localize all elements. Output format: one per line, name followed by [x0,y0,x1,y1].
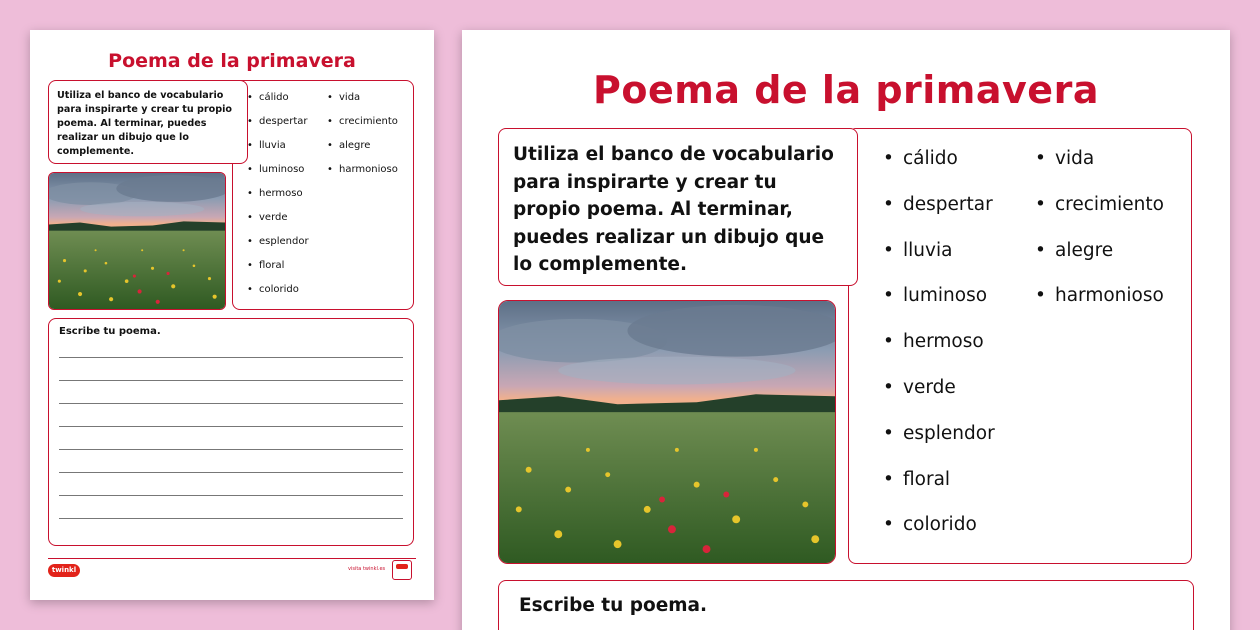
vocabulary-item: • harmonioso [1031,283,1164,329]
vocabulary-item: • harmonioso [325,162,398,186]
vocabulary-item: • cálido [879,146,995,192]
vocabulary-item: • crecimiento [1031,192,1164,238]
instructions-box [498,128,858,286]
meadow-photo [498,300,836,564]
vocabulary-item: • esplendor [879,421,995,467]
worksheet-thumbnail [30,30,434,600]
vocabulary-item: • floral [879,467,995,513]
vocabulary-item: • despertar [879,192,995,238]
instructions-text: Utiliza el banco de vocabulario para inspirarte y crear tu propio poema. Al terminar, puedes realizar un dibujo que lo complemente. [513,144,834,275]
vocabulary-item: • verde [245,210,309,234]
vocabulary-box [848,128,1192,564]
writing-line [59,380,403,381]
writing-line [59,426,403,427]
writing-line [59,472,403,473]
page-title: Poema de la primavera [593,68,1099,112]
meadow-image [49,173,225,309]
poem-writing-box[interactable] [48,318,414,546]
vocabulary-item: • verde [879,375,995,421]
badge-icon [392,560,412,580]
footer-divider [48,558,416,559]
footer-site-text: visita twinkl.es [348,566,386,572]
vocabulary-item: • crecimiento [325,114,398,138]
vocabulary-item: • vida [1031,146,1164,192]
writing-line [59,357,403,358]
meadow-image [499,301,835,563]
vocabulary-column-2 [1031,146,1164,329]
vocabulary-item: • lluvia [245,138,309,162]
page-title: Poema de la primavera [108,50,356,72]
vocabulary-item: • colorido [879,512,995,558]
vocabulary-item: • floral [245,258,309,282]
twinkl-logo: twinkl [48,564,80,577]
writing-line [59,495,403,496]
write-label: Escribe tu poema. [519,595,708,616]
meadow-photo [48,172,226,310]
vocabulary-item: • luminoso [879,283,995,329]
vocabulary-item: • hermoso [879,329,995,375]
writing-line [59,518,403,519]
vocabulary-column-1 [245,90,309,306]
vocabulary-item: • luminoso [245,162,309,186]
vocabulary-item: • despertar [245,114,309,138]
worksheet-zoomed [462,30,1230,630]
vocabulary-item: • vida [325,90,398,114]
vocabulary-item: • colorido [245,282,309,306]
vocabulary-box [232,80,414,310]
writing-line [59,449,403,450]
instructions-box [48,80,248,164]
vocabulary-item: • alegre [325,138,398,162]
vocabulary-column-2 [325,90,398,186]
vocabulary-item: • esplendor [245,234,309,258]
vocabulary-item: • cálido [245,90,309,114]
writing-line [59,403,403,404]
vocabulary-item: • alegre [1031,238,1164,284]
vocabulary-column-1 [879,146,995,558]
instructions-text: Utiliza el banco de vocabulario para inspirarte y crear tu propio poema. Al terminar, puedes realizar un dibujo que lo complemente. [57,90,232,157]
write-label: Escribe tu poema. [59,326,161,337]
poem-writing-box[interactable] [498,580,1194,630]
vocabulary-item: • lluvia [879,238,995,284]
vocabulary-item: • hermoso [245,186,309,210]
